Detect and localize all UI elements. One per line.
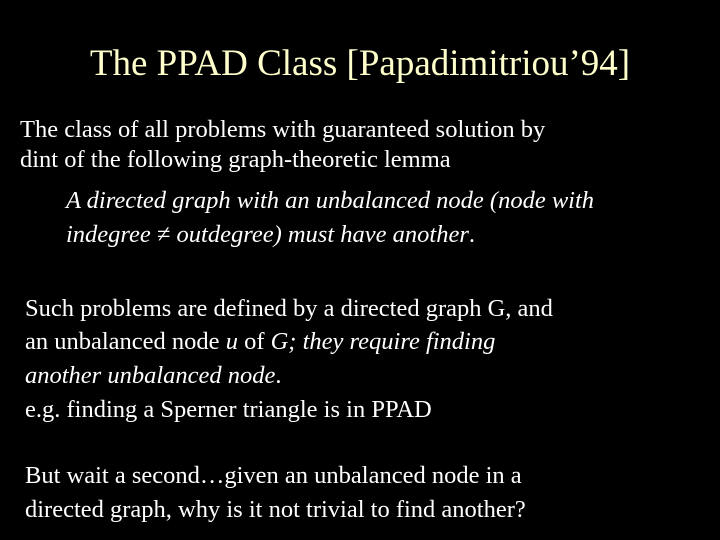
definition-line-3: [25, 361, 282, 391]
example-line: e.g. finding a Sperner triangle is in PPAD: [25, 396, 432, 423]
definition-line-2-start: an unbalanced node: [25, 328, 226, 355]
lemma-period: .: [468, 221, 475, 248]
definition-line-2-italic: G; they require finding: [270, 328, 496, 355]
node-u: u: [225, 328, 238, 355]
intro-line-1: The class of all problems with guaranteed solution by: [20, 116, 546, 143]
lemma-line-2: [66, 220, 475, 250]
definition-line-2-of: of: [237, 328, 271, 355]
question-line-1: But wait a second…given an unbalanced node in a: [25, 462, 522, 489]
definition-line-3-period: .: [275, 362, 282, 389]
lemma-line-2-rest: outdegree) must have another: [170, 221, 469, 248]
slide-title: The PPAD Class [Papadimitriou’94]: [89, 43, 631, 84]
question-line-2: directed graph, why is it not trivial to find another?: [25, 496, 526, 523]
definition-line-1: Such problems are defined by a directed graph G, and: [25, 295, 553, 322]
lemma-line-2-start: indegree: [66, 221, 157, 248]
definition-line-3-italic: another unbalanced node: [25, 362, 276, 389]
not-equal-symbol: ≠: [156, 221, 171, 248]
definition-line-2: [25, 327, 495, 357]
intro-line-2: dint of the following graph-theoretic lemma: [20, 146, 451, 173]
lemma-line-1: A directed graph with an unbalanced node (node with: [66, 187, 595, 214]
